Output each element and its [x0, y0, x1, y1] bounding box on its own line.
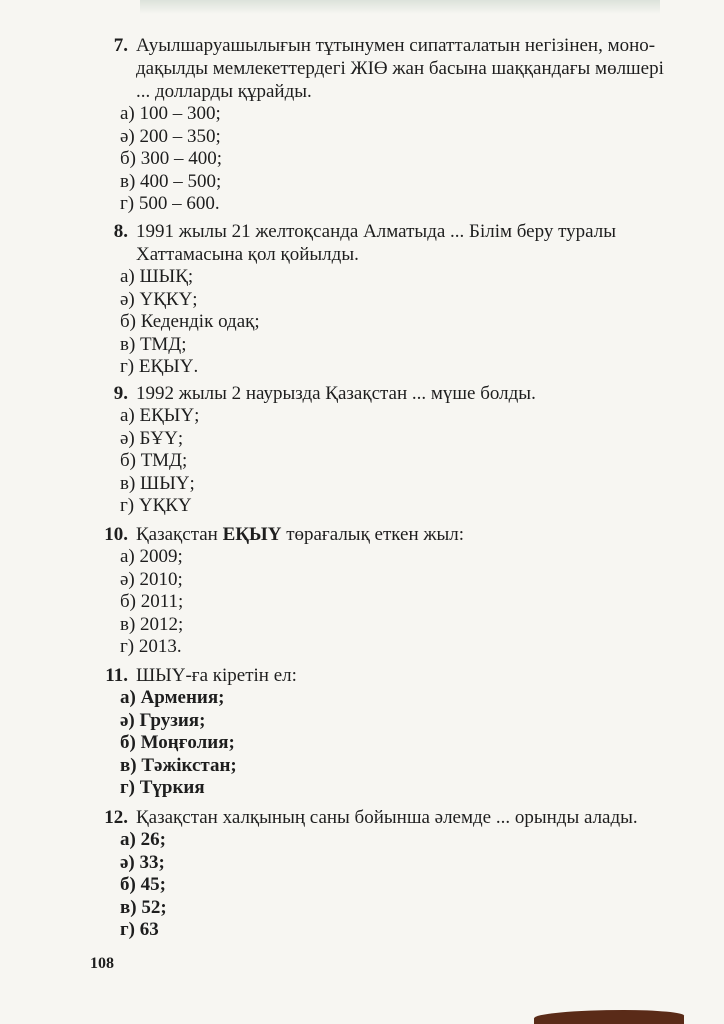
option-v: в) Тәжікстан;: [120, 754, 237, 776]
question-text-bold: ЕҚЫҮ: [222, 524, 282, 545]
option-ae: ә) БҰҮ;: [120, 427, 184, 449]
question-9: [90, 382, 700, 518]
option-a: а) ШЫҚ;: [120, 266, 194, 287]
option-ae: ә) 200 – 350;: [120, 125, 221, 147]
question-number: 8.: [113, 221, 128, 242]
page-number: 108: [90, 955, 114, 972]
bookmark-edge: [534, 1010, 684, 1024]
answer-options: [120, 829, 700, 942]
question-line: дақылды мемлекеттердегі ЖІӨ жан басына шаққандағы мөлшері: [136, 58, 664, 79]
option-a: а) 26;: [120, 829, 166, 850]
question-text-part: төрағалық еткен жыл:: [281, 524, 465, 545]
question-line: ... долларды құрайды.: [136, 81, 312, 102]
question-text: [136, 34, 700, 103]
question-number: 9.: [113, 383, 128, 404]
question-text: [136, 382, 700, 405]
answer-options: [120, 266, 700, 379]
answer-options: [120, 103, 700, 216]
question-number: 11.: [105, 665, 128, 686]
question-11: [90, 664, 700, 800]
option-ae: ә) ҮҚКҮ;: [120, 288, 198, 310]
option-g: г) ЕҚЫҮ.: [120, 356, 199, 377]
question-12: [90, 806, 700, 942]
option-v: в) ТМД;: [120, 333, 187, 355]
question-line: Қазақстан халқының саны бойынша әлемде ... орынды алады.: [136, 807, 638, 828]
answer-options: [120, 405, 700, 518]
question-text: [136, 806, 700, 829]
option-g: г) 2013.: [120, 636, 182, 657]
question-line: ШЫҮ-ға кіретін ел:: [136, 665, 297, 686]
option-ae: ә) 2010;: [120, 568, 183, 590]
question-number: 7.: [113, 35, 128, 56]
option-a: а) ЕҚЫҮ;: [120, 405, 200, 426]
question-text: [136, 220, 700, 266]
question-line: Ауылшаруашылығын тұтынумен сипатталатын негізінен, моно-: [136, 35, 656, 56]
option-b: б) 45;: [120, 874, 166, 895]
question-10: [90, 523, 700, 659]
question-line: 1991 жылы 21 желтоқсанда Алматыда ... Білім беру туралы: [136, 221, 617, 242]
question-number: 12.: [104, 807, 128, 828]
option-b: б) 300 – 400;: [120, 148, 223, 169]
option-ae: ә) 33;: [120, 851, 165, 873]
question-text-part: Қазақстан: [136, 524, 223, 545]
question-line: Хаттамасына қол қойылды.: [136, 244, 359, 265]
option-b: б) ТМД;: [120, 450, 188, 471]
answer-options: [120, 546, 700, 659]
option-v: в) 2012;: [120, 613, 184, 635]
option-g: г) ҮҚКҮ: [120, 495, 192, 516]
option-b: б) 2011;: [120, 591, 184, 612]
option-g: г) 63: [120, 919, 159, 940]
option-g: г) 500 – 600.: [120, 193, 220, 214]
question-text: [136, 523, 700, 546]
option-a: а) 100 – 300;: [120, 103, 221, 124]
option-ae: ә) Грузия;: [120, 709, 206, 731]
question-7: [90, 34, 700, 216]
option-b: б) Моңғолия;: [120, 732, 235, 753]
answer-options: [120, 687, 700, 800]
question-text: [136, 664, 700, 687]
option-v: в) 52;: [120, 896, 167, 918]
page-top-shading: [140, 0, 660, 14]
question-number: 10.: [104, 524, 128, 545]
option-v: в) 400 – 500;: [120, 170, 222, 192]
question-line: 1992 жылы 2 наурызда Қазақстан ... мүше болды.: [136, 383, 536, 404]
option-b: б) Кедендік одақ;: [120, 311, 260, 332]
option-v: в) ШЫҮ;: [120, 472, 195, 494]
option-g: г) Түркия: [120, 777, 205, 798]
question-8: [90, 220, 700, 379]
option-a: а) Армения;: [120, 687, 225, 708]
option-a: а) 2009;: [120, 546, 183, 567]
